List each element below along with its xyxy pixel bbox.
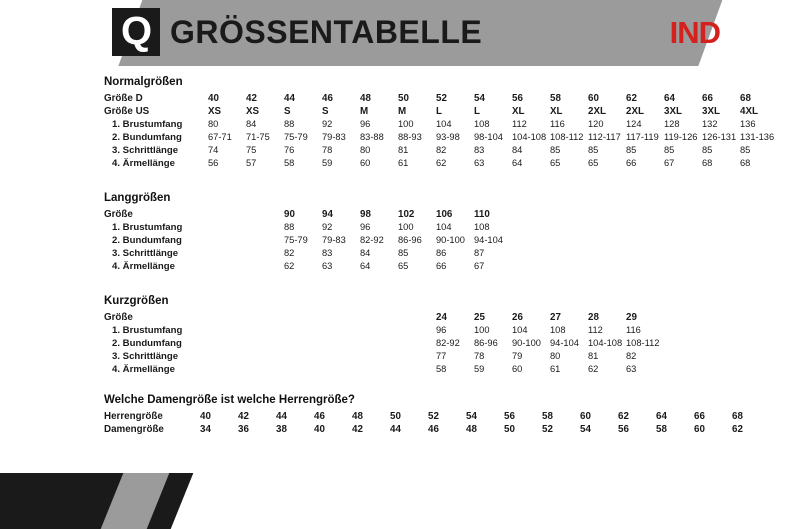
cell: 80 — [208, 119, 219, 129]
cell: 60 — [588, 93, 599, 104]
cell: 108-112 — [626, 338, 660, 348]
header-banner — [0, 0, 800, 66]
cell: 64 — [664, 93, 675, 104]
cell: 96 — [436, 325, 447, 335]
table-row — [104, 131, 778, 144]
cell: 25 — [474, 312, 485, 323]
cell: 76 — [284, 145, 295, 155]
cell: 90 — [284, 209, 295, 220]
row-label: 3. Schrittlänge — [112, 248, 179, 259]
chart-content — [0, 66, 800, 529]
table-body-kurz — [104, 311, 664, 376]
cell: 64 — [360, 261, 371, 271]
brand-logo: IND — [669, 15, 720, 50]
cell-pad — [360, 324, 398, 337]
cell: 44 — [276, 411, 287, 422]
cell: 60 — [360, 158, 371, 168]
row-label: Damengröße — [104, 424, 164, 435]
cell: 52 — [436, 93, 447, 104]
cell: XS — [208, 106, 222, 117]
table-row — [104, 92, 778, 105]
cell-pad — [246, 337, 284, 350]
cell: 36 — [238, 424, 249, 435]
row-label: 3. Schrittlänge — [112, 145, 179, 156]
cell-pad — [246, 208, 284, 221]
cell: 46 — [314, 411, 325, 422]
table-row — [104, 118, 778, 131]
cell: 40 — [200, 411, 211, 422]
row-label: 2. Bundumfang — [112, 235, 182, 246]
cell-pad — [208, 208, 246, 221]
row-label: 3. Schrittlänge — [112, 351, 179, 362]
cell: 75 — [246, 145, 257, 155]
cell-pad — [284, 350, 322, 363]
cell-pad — [322, 311, 360, 324]
row-label: 4. Ärmellänge — [112, 158, 175, 169]
table-row — [104, 157, 778, 170]
cell: 104 — [436, 119, 452, 129]
cell: 62 — [626, 93, 637, 104]
cell-pad — [246, 221, 284, 234]
cell-pad — [322, 350, 360, 363]
cell: 65 — [588, 158, 599, 168]
cell: 42 — [246, 93, 257, 104]
cell: 27 — [550, 312, 561, 323]
row-label: 4. Ärmellänge — [112, 364, 175, 375]
cell: 59 — [474, 364, 485, 374]
cell: 68 — [702, 158, 713, 168]
cell: 48 — [360, 93, 371, 104]
cell: 78 — [474, 351, 485, 361]
cell: 62 — [436, 158, 447, 168]
cell: 67-71 — [208, 132, 232, 142]
table-row — [104, 144, 778, 157]
cell: 42 — [352, 424, 363, 435]
cell: 85 — [588, 145, 599, 155]
cell: XS — [246, 106, 260, 117]
table-langgroessen — [104, 208, 512, 273]
table-row — [104, 208, 512, 221]
cell: XL — [512, 106, 525, 117]
row-label: 1. Brustumfang — [112, 325, 183, 336]
cell-pad — [208, 311, 246, 324]
cell: 136 — [740, 119, 756, 129]
cell: 79 — [512, 351, 523, 361]
cell: 61 — [550, 364, 561, 374]
cell: 40 — [314, 424, 325, 435]
cell: 126-131 — [702, 132, 737, 142]
cell: 98 — [360, 209, 371, 220]
cell: 82 — [436, 145, 447, 155]
cell: 80 — [360, 145, 371, 155]
table-row — [104, 105, 778, 118]
cell: 100 — [398, 119, 414, 129]
cell: 48 — [466, 424, 477, 435]
cell: 58 — [656, 424, 667, 435]
cell: 52 — [542, 424, 553, 435]
cell-pad — [322, 337, 360, 350]
cell: 46 — [322, 93, 333, 104]
table-body-lang — [104, 208, 512, 273]
cell: 112 — [588, 325, 603, 335]
cell: M — [398, 106, 407, 117]
cell: 131-136 — [740, 132, 775, 142]
cell: 85 — [740, 145, 751, 155]
cell: 88 — [284, 222, 295, 232]
cell: 52 — [428, 411, 439, 422]
cell: 85 — [702, 145, 713, 155]
cell: 50 — [504, 424, 515, 435]
table-row — [104, 311, 664, 324]
cell: 85 — [398, 248, 409, 258]
cell: 108-112 — [550, 132, 584, 142]
cell-pad — [398, 324, 436, 337]
cell: 54 — [580, 424, 591, 435]
cell-pad — [246, 234, 284, 247]
cell: 94-104 — [550, 338, 579, 348]
row-label: Größe — [104, 209, 133, 220]
cell: 44 — [390, 424, 401, 435]
section-title-kurz: Kurzgrößen — [104, 295, 169, 307]
table-row — [104, 234, 512, 247]
cell-pad — [208, 234, 246, 247]
cell: 4XL — [740, 106, 758, 117]
cell: 62 — [284, 261, 295, 271]
cell: 61 — [398, 158, 409, 168]
cell-pad — [208, 363, 246, 376]
cell: 104-108 — [512, 132, 547, 142]
section-title-lang: Langgrößen — [104, 192, 171, 204]
cell: 28 — [588, 312, 599, 323]
section-title-damen: Welche Damengröße ist welche Herrengröße? — [104, 394, 355, 406]
cell: 104 — [512, 325, 528, 335]
cell-pad — [360, 337, 398, 350]
cell: 56 — [504, 411, 515, 422]
table-kurzgroessen — [104, 311, 664, 376]
cell: 116 — [626, 325, 641, 335]
cell: 88 — [284, 119, 295, 129]
cell: 90-100 — [436, 235, 465, 245]
cell: 75-79 — [284, 235, 308, 245]
section-title-normal: Normalgrößen — [104, 76, 183, 88]
row-label: Herrengröße — [104, 411, 163, 422]
cell: 62 — [732, 424, 743, 435]
cell: 42 — [238, 411, 249, 422]
cell: 83 — [474, 145, 485, 155]
row-label: Größe D — [104, 93, 143, 104]
cell: 63 — [322, 261, 333, 271]
cell: 83 — [322, 248, 333, 258]
cell: 60 — [694, 424, 705, 435]
cell: 56 — [618, 424, 629, 435]
cell-pad — [246, 350, 284, 363]
table-row — [104, 247, 512, 260]
table-row — [104, 260, 512, 273]
cell: 108 — [474, 222, 490, 232]
cell-pad — [398, 350, 436, 363]
cell: 93-98 — [436, 132, 460, 142]
cell: 87 — [474, 248, 485, 258]
cell: 34 — [200, 424, 211, 435]
cell: 100 — [474, 325, 490, 335]
logo-q-icon: Q — [112, 8, 160, 56]
cell: S — [322, 106, 329, 117]
cell: 62 — [618, 411, 629, 422]
cell: 29 — [626, 312, 637, 323]
cell-pad — [284, 363, 322, 376]
cell: 96 — [360, 222, 371, 232]
cell: S — [284, 106, 291, 117]
cell: 58 — [542, 411, 553, 422]
cell: 85 — [550, 145, 561, 155]
cell: 98-104 — [474, 132, 503, 142]
cell: 44 — [284, 93, 295, 104]
cell: 71-75 — [246, 132, 270, 142]
row-label: 2. Bundumfang — [112, 132, 182, 143]
cell: 66 — [436, 261, 447, 271]
table-body-normal — [104, 92, 778, 170]
cell-pad — [246, 324, 284, 337]
cell: 58 — [436, 364, 447, 374]
cell: 63 — [474, 158, 485, 168]
cell: 66 — [702, 93, 713, 104]
cell: 24 — [436, 312, 447, 323]
cell: 54 — [474, 93, 485, 104]
row-label: Größe — [104, 312, 133, 323]
cell: 63 — [626, 364, 637, 374]
cell: 46 — [428, 424, 439, 435]
cell: 80 — [550, 351, 561, 361]
cell: 120 — [588, 119, 604, 129]
cell: 110 — [474, 209, 490, 220]
row-label: Größe US — [104, 106, 150, 117]
table-damen-herren — [104, 410, 770, 436]
cell: 124 — [626, 119, 642, 129]
row-label: 4. Ärmellänge — [112, 261, 175, 272]
cell-pad — [398, 337, 436, 350]
table-row — [104, 363, 664, 376]
cell: 59 — [322, 158, 333, 168]
row-label: 1. Brustumfang — [112, 119, 183, 130]
cell-pad — [322, 363, 360, 376]
cell: 81 — [588, 351, 599, 361]
cell: 84 — [512, 145, 523, 155]
cell: 60 — [512, 364, 523, 374]
cell: 85 — [626, 145, 637, 155]
cell: 56 — [512, 93, 523, 104]
cell: 84 — [246, 119, 257, 129]
cell: 82 — [626, 351, 637, 361]
cell: 65 — [398, 261, 409, 271]
cell-pad — [322, 324, 360, 337]
cell: 119-126 — [664, 132, 698, 142]
cell: 54 — [466, 411, 477, 422]
cell: 85 — [664, 145, 675, 155]
table-row — [104, 221, 512, 234]
cell: 68 — [732, 411, 743, 422]
cell-pad — [246, 311, 284, 324]
cell-pad — [284, 337, 322, 350]
cell: 2XL — [588, 106, 606, 117]
cell: 84 — [360, 248, 371, 258]
cell-pad — [398, 311, 436, 324]
table-row — [104, 410, 770, 423]
cell: 90-100 — [512, 338, 541, 348]
row-label: 2. Bundumfang — [112, 338, 182, 349]
row-label: 1. Brustumfang — [112, 222, 183, 233]
cell: 48 — [352, 411, 363, 422]
cell: 67 — [664, 158, 675, 168]
cell-pad — [246, 260, 284, 273]
cell-pad — [246, 363, 284, 376]
cell: 104 — [436, 222, 452, 232]
cell: L — [436, 106, 442, 117]
cell-pad — [360, 363, 398, 376]
cell: 94 — [322, 209, 333, 220]
cell: 65 — [550, 158, 561, 168]
cell: 82-92 — [360, 235, 384, 245]
cell: 86-96 — [398, 235, 422, 245]
cell: 60 — [580, 411, 591, 422]
cell: 116 — [550, 119, 565, 129]
cell: 57 — [246, 158, 257, 168]
cell-pad — [284, 311, 322, 324]
cell: 64 — [656, 411, 667, 422]
cell-pad — [208, 337, 246, 350]
cell: 102 — [398, 209, 415, 220]
table-row — [104, 324, 664, 337]
cell-pad — [208, 350, 246, 363]
cell: 3XL — [702, 106, 720, 117]
cell: 66 — [626, 158, 637, 168]
cell: XL — [550, 106, 563, 117]
cell: 88-93 — [398, 132, 422, 142]
cell: 77 — [436, 351, 447, 361]
table-row — [104, 423, 770, 436]
cell: L — [474, 106, 480, 117]
cell: 3XL — [664, 106, 682, 117]
cell: 83-88 — [360, 132, 384, 142]
cell: 82-92 — [436, 338, 460, 348]
cell: 74 — [208, 145, 219, 155]
table-row — [104, 350, 664, 363]
cell: 82 — [284, 248, 295, 258]
cell: 68 — [740, 158, 751, 168]
cell: 92 — [322, 222, 333, 232]
cell: 108 — [550, 325, 566, 335]
cell: 132 — [702, 119, 718, 129]
cell: 56 — [208, 158, 219, 168]
cell-pad — [246, 247, 284, 260]
cell: 112 — [512, 119, 527, 129]
cell-pad — [398, 363, 436, 376]
cell: 86-96 — [474, 338, 498, 348]
cell: 75-79 — [284, 132, 308, 142]
cell: 108 — [474, 119, 490, 129]
cell: 104-108 — [588, 338, 623, 348]
cell: 92 — [322, 119, 333, 129]
cell: 96 — [360, 119, 371, 129]
cell: 106 — [436, 209, 453, 220]
cell: 68 — [740, 93, 751, 104]
cell-pad — [208, 324, 246, 337]
cell: 81 — [398, 145, 409, 155]
cell: 128 — [664, 119, 680, 129]
cell: 38 — [276, 424, 287, 435]
cell-pad — [284, 324, 322, 337]
table-body-damen — [104, 410, 770, 436]
cell: 2XL — [626, 106, 644, 117]
cell: 66 — [694, 411, 705, 422]
page-title: GRÖSSENTABELLE — [170, 14, 483, 50]
cell: 50 — [390, 411, 401, 422]
cell: 58 — [284, 158, 295, 168]
cell-pad — [208, 260, 246, 273]
cell: 79-83 — [322, 132, 346, 142]
cell: 67 — [474, 261, 485, 271]
cell-pad — [208, 221, 246, 234]
cell: 62 — [588, 364, 599, 374]
cell: 117-119 — [626, 132, 659, 142]
cell: 58 — [550, 93, 561, 104]
cell: 94-104 — [474, 235, 503, 245]
cell-pad — [360, 350, 398, 363]
cell: 40 — [208, 93, 219, 104]
cell: 86 — [436, 248, 447, 258]
cell: 64 — [512, 158, 523, 168]
cell: 112-117 — [588, 132, 621, 142]
cell-pad — [208, 247, 246, 260]
cell-pad — [360, 311, 398, 324]
table-normalgroessen — [104, 92, 778, 170]
table-row — [104, 337, 664, 350]
cell: 79-83 — [322, 235, 346, 245]
cell: 26 — [512, 312, 523, 323]
cell: 100 — [398, 222, 414, 232]
cell: M — [360, 106, 369, 117]
cell: 50 — [398, 93, 409, 104]
cell: 78 — [322, 145, 333, 155]
